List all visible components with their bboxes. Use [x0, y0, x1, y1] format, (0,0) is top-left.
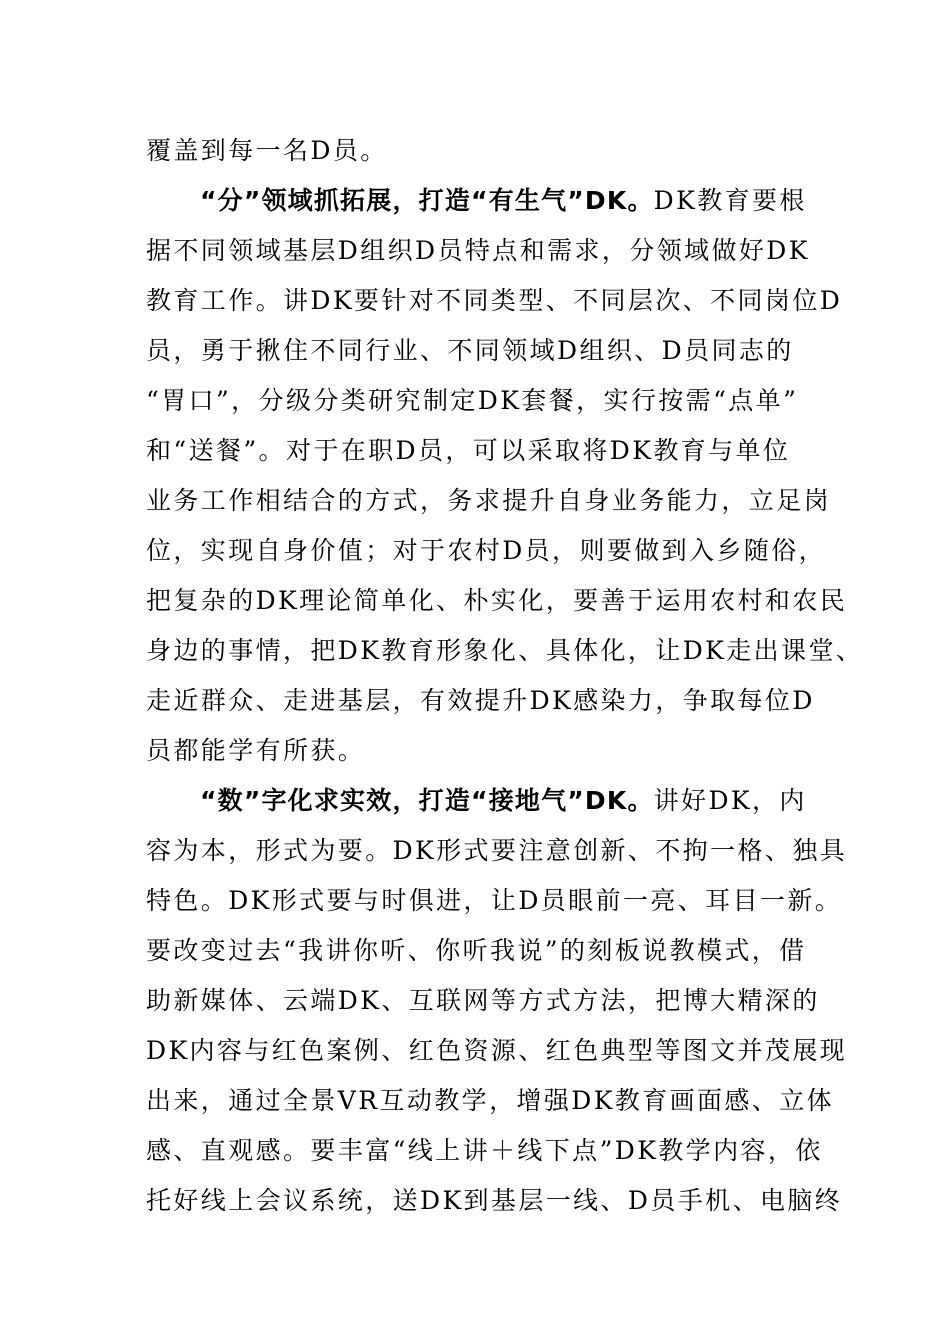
- body-text-line: “胃口”，分级分类研究制定DK套餐，实行按需“点单”: [146, 386, 799, 415]
- body-text: DK教育要根: [653, 186, 807, 215]
- body-text-line: 出来，通过全景VR互动教学，增强DK教育画面感、立体: [146, 1086, 834, 1115]
- body-text-line: 员都能学有所获。: [146, 736, 366, 765]
- body-text-line: 托好线上会议系统，送DK到基层一线、D员手机、电脑终: [146, 1186, 843, 1215]
- body-text-line: 位，实现自身价值；对于农村D员，则要做到入乡随俗，: [146, 536, 827, 565]
- body-text: 讲好DK，内: [653, 786, 807, 815]
- section-heading: “分”领域抓拓展，打造“有生气”DK。: [200, 186, 654, 215]
- body-text-line: 教育工作。讲DK要针对不同类型、不同层次、不同岗位D: [146, 286, 843, 315]
- body-text-line: 身边的事情，把DK教育形象化、具体化，让DK走出课堂、: [146, 636, 864, 665]
- body-text-line: 走近群众、走进基层，有效提升DK感染力，争取每位D: [146, 686, 815, 715]
- section-heading: “数”字化求实效，打造“接地气”DK。: [200, 786, 654, 815]
- section-heading-line: [200, 786, 807, 816]
- section-heading-line: [200, 186, 807, 216]
- body-text-line: 覆盖到每一名D员。: [146, 136, 388, 165]
- body-text-line: 把复杂的DK理论简单化、朴实化，要善于运用农村和农民: [146, 586, 848, 615]
- body-text-line: 员，勇于揪住不同行业、不同领域D组织、D员同志的: [146, 336, 794, 365]
- body-text-line: DK内容与红色案例、红色资源、红色典型等图文并茂展现: [146, 1036, 848, 1065]
- body-text-line: 感、直观感。要丰富“线上讲＋线下点”DK教学内容，依: [146, 1136, 823, 1165]
- body-text-line: 助新媒体、云端DK、互联网等方式方法，把博大精深的: [146, 986, 820, 1015]
- body-text-line: 容为本，形式为要。DK形式要注意创新、不拘一格、独具: [146, 836, 848, 865]
- body-text-line: 业务工作相结合的方式，务求提升自身业务能力，立足岗: [146, 486, 832, 515]
- body-text-line: 特色。DK形式要与时俱进，让D员眼前一亮、耳目一新。: [146, 886, 843, 915]
- body-text-line: 据不同领域基层D组织D员特点和需求，分领域做好DK: [146, 236, 810, 265]
- body-text-line: 和“送餐”。对于在职D员，可以采取将DK教育与单位: [146, 436, 791, 465]
- body-text-line: 要改变过去“我讲你听、你听我说”的刻板说教模式，借: [146, 936, 807, 965]
